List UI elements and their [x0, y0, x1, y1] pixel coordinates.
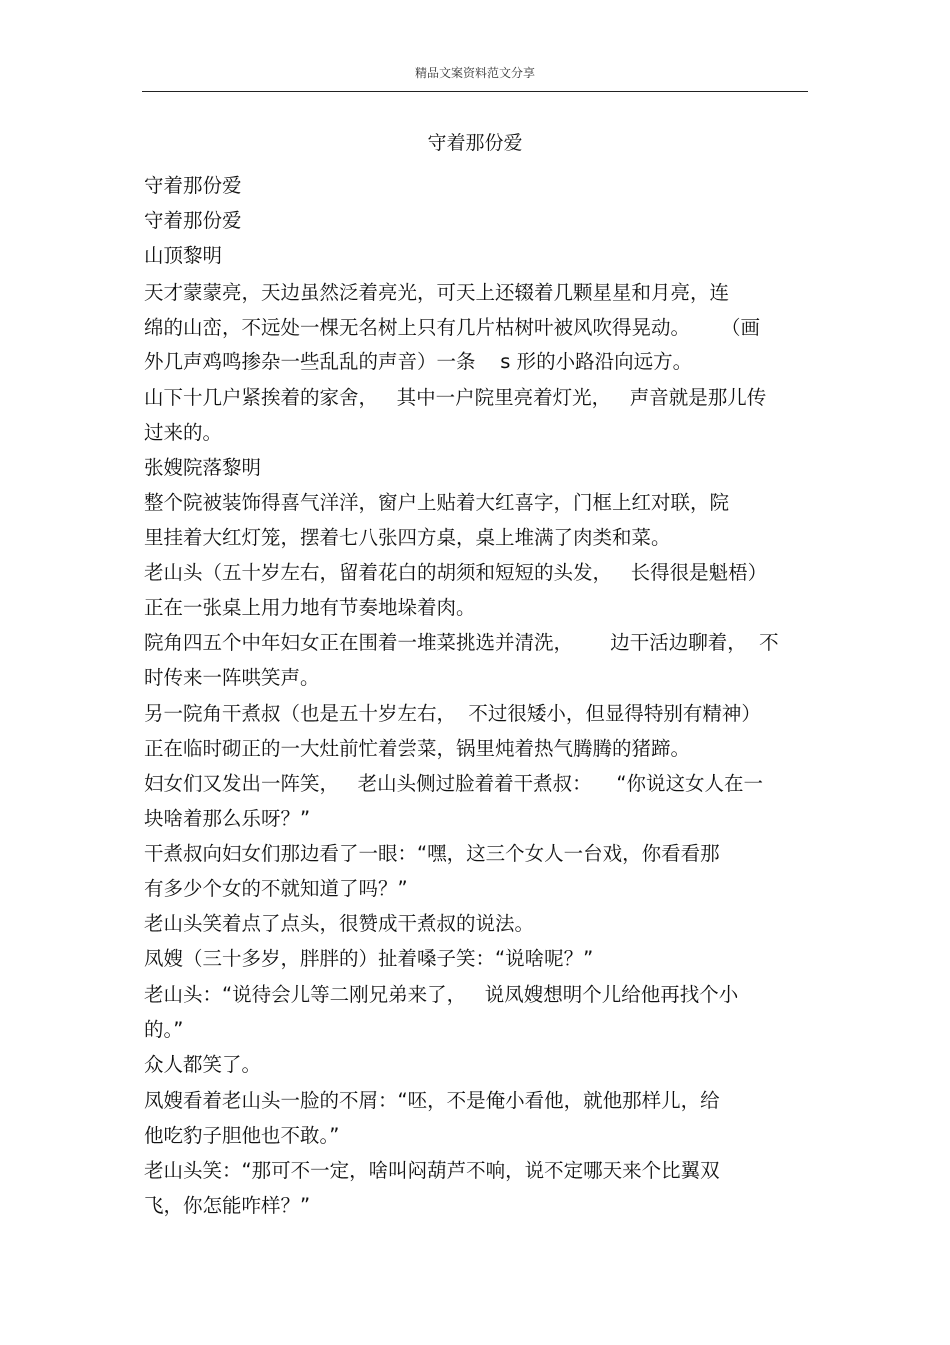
text-line: 干煮叔向妇女们那边看了一眼：“嘿，这三个女人一台戏，你看看那: [144, 842, 720, 865]
text-line: 张嫂院落黎明: [144, 456, 262, 479]
page-header: 精品文案资料范文分享: [414, 66, 535, 80]
text-line: 老山头（五十岁左右，留着花白的胡须和短短的头发， 长得很是魁梧）: [144, 561, 768, 584]
text-line: 院角四五个中年妇女正在围着一堆菜挑选并清洗， 边干活边聊着， 不: [144, 631, 779, 654]
text-line: 整个院被装饰得喜气洋洋，窗户上贴着大红喜字，门框上红对联，院: [144, 491, 730, 514]
text-line: 块啥着那么乐呀？”: [144, 807, 311, 830]
text-line: 他吃豹子胆他也不敢。”: [144, 1124, 340, 1147]
header-divider: [142, 91, 808, 92]
text-line: 时传来一阵哄笑声。: [144, 666, 320, 689]
text-line: 守着那份爱: [144, 174, 242, 197]
text-line: 守着那份爱: [144, 209, 242, 232]
text-line: 妇女们又发出一阵笑， 老山头侧过脸着着干煮叔： “你说这女人在一: [144, 772, 763, 795]
text-line: 的。”: [144, 1018, 184, 1041]
text-line: 正在一张桌上用力地有节奏地垛着肉。: [144, 596, 476, 619]
text-line: 正在临时砌正的一大灶前忙着尝菜，锅里炖着热气腾腾的猪蹄。: [144, 737, 691, 760]
text-line: 绵的山峦，不远处一棵无名树上只有几片枯树叶被风吹得晃动。 （画: [144, 316, 760, 339]
text-line: 过来的。: [144, 421, 223, 444]
text-line: 有多少个女的不就知道了吗？”: [144, 877, 408, 900]
document-title: 守着那份爱: [427, 132, 523, 154]
text-line: 凤嫂（三十多岁，胖胖的）扯着嗓子笑：“说啥呢？”: [144, 947, 594, 970]
text-line: 另一院角干煮叔（也是五十岁左右， 不过很矮小，但显得特别有精神）: [144, 702, 761, 725]
text-line: 山顶黎明: [144, 244, 223, 267]
text-line: 里挂着大红灯笼，摆着七八张四方桌，桌上堆满了肉类和菜。: [144, 526, 671, 549]
text-line: 众人都笑了。: [144, 1053, 262, 1076]
text-line: 老山头：“说待会儿等二刚兄弟来了， 说凤嫂想明个儿给他再找个小: [144, 983, 739, 1006]
text-line: 天才蒙蒙亮，天边虽然泛着亮光，可天上还辍着几颗星星和月亮，连: [144, 281, 730, 304]
text-line: 外几声鸡鸣掺杂一些乱乱的声音）一条 s 形的小路沿向远方。: [144, 350, 693, 373]
text-line: 老山头笑：“那可不一定，啥叫闷葫芦不响，说不定哪天来个比翼双: [144, 1159, 720, 1182]
text-line: 老山头笑着点了点头，很赞成干煮叔的说法。: [144, 912, 535, 935]
text-line: 凤嫂看着老山头一脸的不屑：“呸，不是俺小看他，就他那样儿，给: [144, 1089, 720, 1112]
text-line: 飞，你怎能咋样？”: [144, 1194, 311, 1217]
text-line: 山下十几户紧挨着的家舍， 其中一户院里亮着灯光， 声音就是那儿传: [144, 386, 767, 409]
